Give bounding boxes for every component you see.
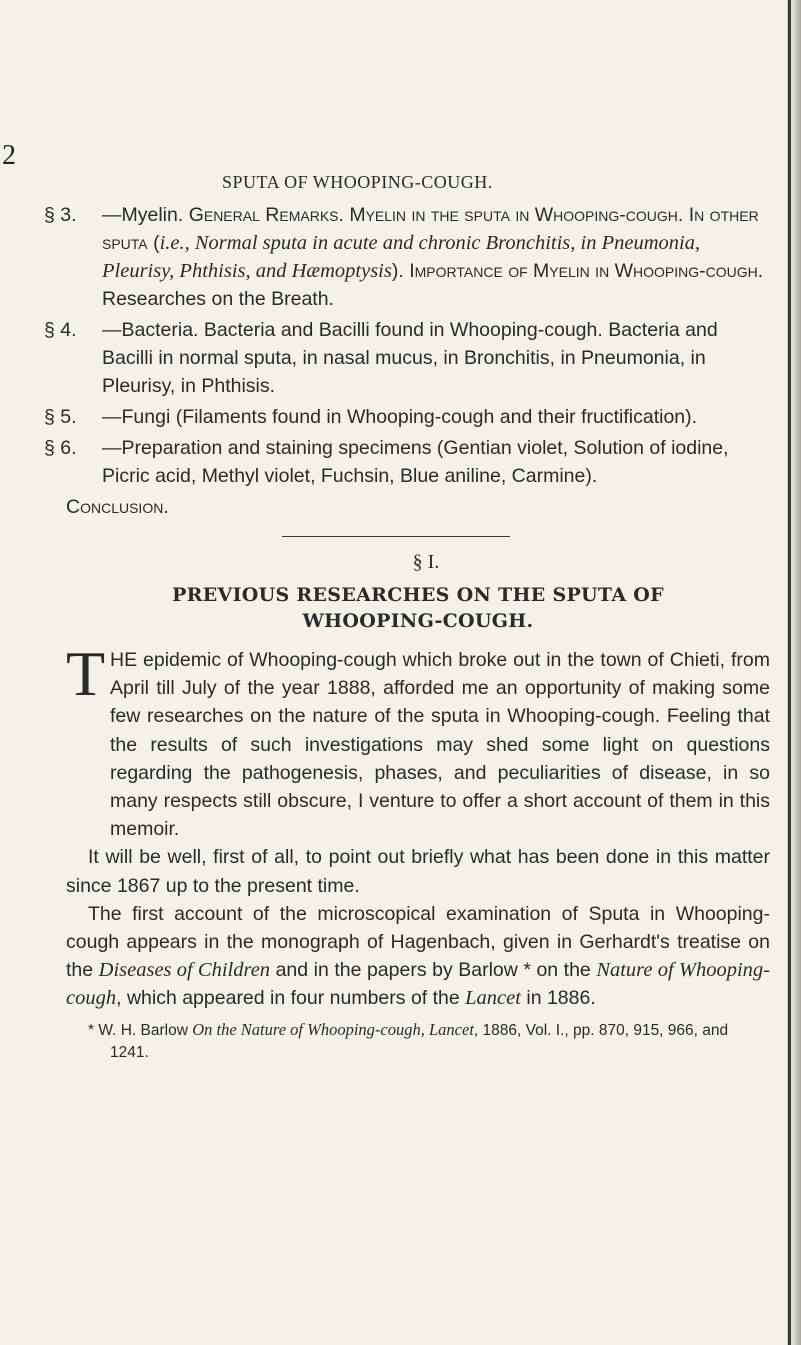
toc-entry-text: —Fungi (Filaments found in Whooping-cough and their fructification). bbox=[102, 406, 698, 428]
toc-entry-text: —Myelin. bbox=[102, 204, 189, 226]
paragraph-3-text-a: The first account of the microscopical examination of Sputa in Whooping-cough appears in the monograph of Hagenbach, given in Gerhardt's treatise on the bbox=[66, 902, 770, 982]
paragraph-3-text-g: in 1886. bbox=[520, 987, 596, 1010]
toc-conclusion: Conclusion. bbox=[66, 496, 169, 518]
footnote-title: On the Nature of Whooping-cough, Lancet bbox=[192, 1019, 474, 1039]
page-edge-shadow bbox=[788, 0, 791, 1345]
toc-entry-text: Importance of Myelin in Whooping-cough. bbox=[409, 260, 764, 282]
title-lancet: Lancet bbox=[465, 987, 521, 1010]
paragraph-3-text-e: , which appeared in four numbers of the bbox=[116, 987, 466, 1010]
toc-entry-number: § 4. bbox=[44, 319, 77, 341]
toc-entry-text: —Bacteria. Bacteria and Bacilli found in Whooping-cough. Bacteria and Bacilli in normal sputa, in nasal mucus, in Bronchitis, in Pneumonia, in Pleurisy, in Phthisis. bbox=[102, 319, 718, 397]
section-heading bbox=[66, 582, 770, 634]
toc-entry-number: § 3. bbox=[44, 204, 77, 226]
page-number: 2 bbox=[2, 140, 16, 171]
page-content bbox=[44, 201, 770, 1064]
paragraph-1-text: HE epidemic of Whooping-cough which broke out in the town of Chieti, from April till July of the year 1888, afforded me an opportunity of making some few researches on the nature of the sputa in Whooping-cough. Feeling that the results of such investigations may shed some light on questions regarding the pathogenesis, phases, and peculiarities of disease, in so many respects still obscure, I venture to offer a short account of them in this memoir. bbox=[110, 649, 770, 841]
section-heading-line-1: PREVIOUS RESEARCHES ON THE SPUTA OF bbox=[172, 584, 664, 606]
toc-entry bbox=[44, 403, 770, 431]
section-heading-line-2: WHOOPING-COUGH. bbox=[302, 610, 534, 632]
toc-entry-number: § 5. bbox=[44, 406, 77, 428]
running-head: SPUTA OF WHOOPING-COUGH. bbox=[222, 172, 493, 192]
toc-entry-text: General Remarks. Myelin in the sputa in Whooping-cough. In other sputa bbox=[102, 204, 759, 254]
paragraph-1 bbox=[66, 638, 770, 843]
toc-entry-text: —Preparation and staining specimens (Gentian violet, Solution of iodine, Picric acid, Methyl violet, Fuchsin, Blue aniline, Carmine). bbox=[102, 437, 729, 487]
paragraph-3-text-c: and in the papers by Barlow * on the bbox=[270, 959, 597, 982]
footnote bbox=[66, 1019, 770, 1064]
toc-list bbox=[44, 201, 770, 490]
toc-entry bbox=[44, 201, 770, 313]
title-diseases-of-children: Diseases of Children bbox=[98, 959, 271, 982]
body-text bbox=[66, 638, 770, 1013]
toc-entry-text: i.e., Normal sputa in acute and chronic Bronchitis, in Pneumonia, Pleurisy, Phthisis, and Hæmoptysis bbox=[102, 232, 701, 282]
footnote-author: * W. H. Barlow bbox=[88, 1021, 193, 1039]
toc-entry-text: Researches on the Breath. bbox=[102, 288, 334, 310]
paragraph-3 bbox=[66, 900, 770, 1013]
toc-entry-text: ( bbox=[153, 232, 160, 254]
footnote-ref: , 1886, Vol. I., pp. 870, 915, 966, and 1241. bbox=[110, 1021, 729, 1061]
toc-entry-text: ). bbox=[391, 260, 410, 282]
drop-cap: T bbox=[66, 638, 106, 709]
toc-entry bbox=[44, 316, 770, 400]
section-mark: § I. bbox=[412, 551, 440, 573]
title-nature-of-whooping-cough: Nature of Whooping-cough bbox=[66, 959, 770, 1010]
toc-entry-number: § 6. bbox=[44, 437, 77, 459]
toc-entry bbox=[44, 434, 770, 490]
paragraph-2: It will be well, first of all, to point out briefly what has been done in this matter since 1867 up to the present time. bbox=[66, 846, 770, 897]
section-divider bbox=[282, 536, 510, 537]
